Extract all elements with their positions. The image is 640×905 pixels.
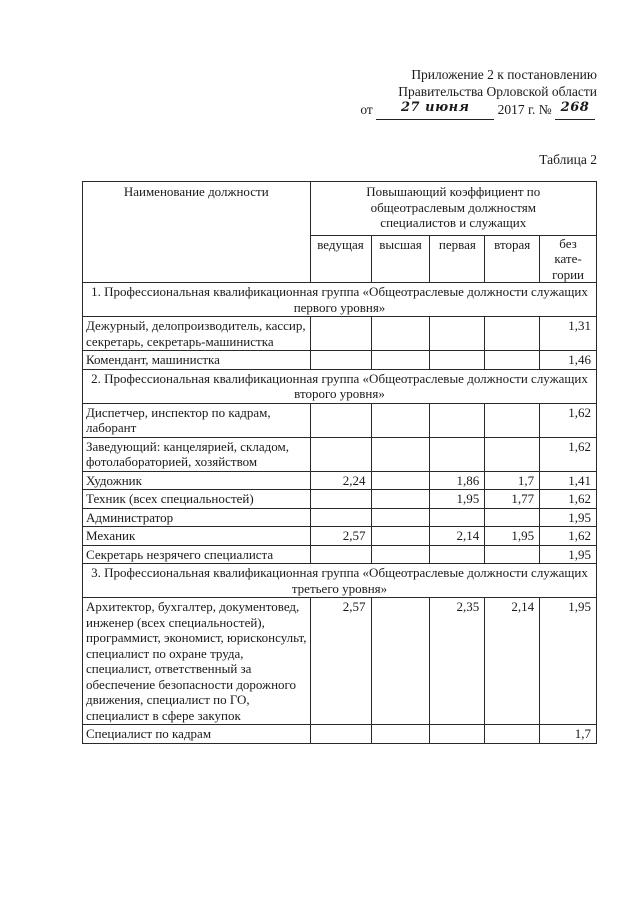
- coefficient-cell: [310, 403, 371, 437]
- coefficient-cell: 1,86: [430, 471, 485, 490]
- coefficient-cell: [485, 317, 540, 351]
- coefficient-cell: 1,95: [540, 598, 597, 725]
- table-row: [83, 527, 597, 546]
- coefficient-cell: [430, 317, 485, 351]
- coef-header: Повышающий коэффициент по общеотраслевым должностям специалистов и служащих: [310, 182, 596, 236]
- date-handwritten: 27 июня: [401, 100, 470, 115]
- year-number-label: 2017 г. №: [497, 102, 552, 117]
- coefficient-cell: [371, 598, 430, 725]
- coefficients-table: [82, 181, 597, 744]
- table-row: [83, 598, 597, 725]
- coefficient-cell: [310, 508, 371, 527]
- position-name: Дежурный, делопроизводитель, кассир, секретарь, секретарь-машинистка: [83, 317, 311, 351]
- coefficient-cell: [310, 351, 371, 370]
- coefficient-cell: 1,95: [485, 527, 540, 546]
- coefficient-cell: 2,14: [485, 598, 540, 725]
- position-name: Механик: [83, 527, 311, 546]
- coefficient-cell: 1,41: [540, 471, 597, 490]
- coefficient-cell: [310, 437, 371, 471]
- coefficient-cell: 1,31: [540, 317, 597, 351]
- subheader-no-category: без кате-гории: [540, 235, 597, 283]
- date-number-line: [360, 101, 595, 120]
- coefficient-cell: [430, 351, 485, 370]
- coefficient-cell: 2,57: [310, 527, 371, 546]
- position-name: Заведующий: канцелярией, складом, фотолабораторией, хозяйством: [83, 437, 311, 471]
- number-field: [555, 101, 595, 120]
- coefficient-cell: [430, 545, 485, 564]
- coefficient-cell: 2,14: [430, 527, 485, 546]
- table-row: [83, 403, 597, 437]
- ot-label: от: [360, 102, 373, 117]
- position-name: Техник (всех специальностей): [83, 490, 311, 509]
- position-name: Администратор: [83, 508, 311, 527]
- table-row: [83, 725, 597, 744]
- coefficient-cell: [485, 508, 540, 527]
- coefficient-cell: [371, 351, 430, 370]
- coefficient-cell: [371, 527, 430, 546]
- coefficient-cell: [371, 437, 430, 471]
- coefficient-cell: 1,7: [540, 725, 597, 744]
- coefficient-cell: 2,24: [310, 471, 371, 490]
- number-handwritten: 268: [560, 100, 590, 115]
- coefficient-cell: [371, 403, 430, 437]
- coefficient-cell: [485, 545, 540, 564]
- coefficient-cell: [485, 351, 540, 370]
- position-name: Архитектор, бухгалтер, документовед, инженер (всех специальностей), программист, экономист, юрисконсульт, специалист по охране труда, специалист, ответственный за обеспечение безопасности дорожного движения, специалист по ГО, специалист в сфере закупок: [83, 598, 311, 725]
- group-row: [83, 283, 597, 317]
- coefficient-cell: [430, 508, 485, 527]
- coefficient-cell: [371, 317, 430, 351]
- col-name-header: Наименование должности: [83, 182, 311, 283]
- coefficient-cell: [310, 317, 371, 351]
- group-row: [83, 564, 597, 598]
- coefficient-cell: [310, 545, 371, 564]
- table-row: [83, 490, 597, 509]
- coefficient-cell: 2,35: [430, 598, 485, 725]
- table-row: [83, 351, 597, 370]
- position-name: Комендант, машинистка: [83, 351, 311, 370]
- coefficient-cell: 1,95: [430, 490, 485, 509]
- coefficient-cell: [310, 725, 371, 744]
- position-name: Художник: [83, 471, 311, 490]
- coefficient-cell: 1,62: [540, 403, 597, 437]
- coefficient-cell: [430, 437, 485, 471]
- coefficient-cell: [371, 725, 430, 744]
- date-field: [376, 101, 494, 120]
- coefficient-cell: 2,57: [310, 598, 371, 725]
- coefficient-cell: [485, 403, 540, 437]
- coefficient-cell: [430, 403, 485, 437]
- subheader-highest: высшая: [371, 235, 430, 283]
- position-name: Диспетчер, инспектор по кадрам, лаборант: [83, 403, 311, 437]
- coefficient-cell: 1,62: [540, 490, 597, 509]
- appendix-line: Приложение 2 к постановлению: [411, 67, 597, 82]
- subheader-first: первая: [430, 235, 485, 283]
- group-title: 3. Профессиональная квалификационная группа «Общеотраслевые должности служащих третьего уровня»: [83, 564, 597, 598]
- table-row: [83, 317, 597, 351]
- coefficient-cell: 1,62: [540, 527, 597, 546]
- position-name: Специалист по кадрам: [83, 725, 311, 744]
- table-row: [83, 508, 597, 527]
- coefficient-cell: 1,7: [485, 471, 540, 490]
- government-line: Правительства Орловской области: [398, 84, 597, 99]
- coefficient-cell: 1,62: [540, 437, 597, 471]
- coefficient-cell: 1,77: [485, 490, 540, 509]
- table-row: [83, 545, 597, 564]
- table-row: [83, 437, 597, 471]
- group-title: 1. Профессиональная квалификационная группа «Общеотраслевые должности служащих первого уровня»: [83, 283, 597, 317]
- coefficient-cell: [485, 725, 540, 744]
- coefficient-cell: 1,95: [540, 545, 597, 564]
- coefficient-cell: 1,46: [540, 351, 597, 370]
- coefficient-cell: [371, 471, 430, 490]
- subheader-second: вторая: [485, 235, 540, 283]
- table-caption: Таблица 2: [539, 152, 597, 167]
- group-row: [83, 369, 597, 403]
- coefficient-cell: [371, 508, 430, 527]
- coefficient-cell: [310, 490, 371, 509]
- table-row: [83, 471, 597, 490]
- position-name: Секретарь незрячего специалиста: [83, 545, 311, 564]
- coefficient-cell: [371, 545, 430, 564]
- coefficient-cell: [371, 490, 430, 509]
- group-title: 2. Профессиональная квалификационная группа «Общеотраслевые должности служащих второго уровня»: [83, 369, 597, 403]
- coefficient-cell: [430, 725, 485, 744]
- coefficient-cell: [485, 437, 540, 471]
- coefficient-cell: 1,95: [540, 508, 597, 527]
- subheader-leading: ведущая: [310, 235, 371, 283]
